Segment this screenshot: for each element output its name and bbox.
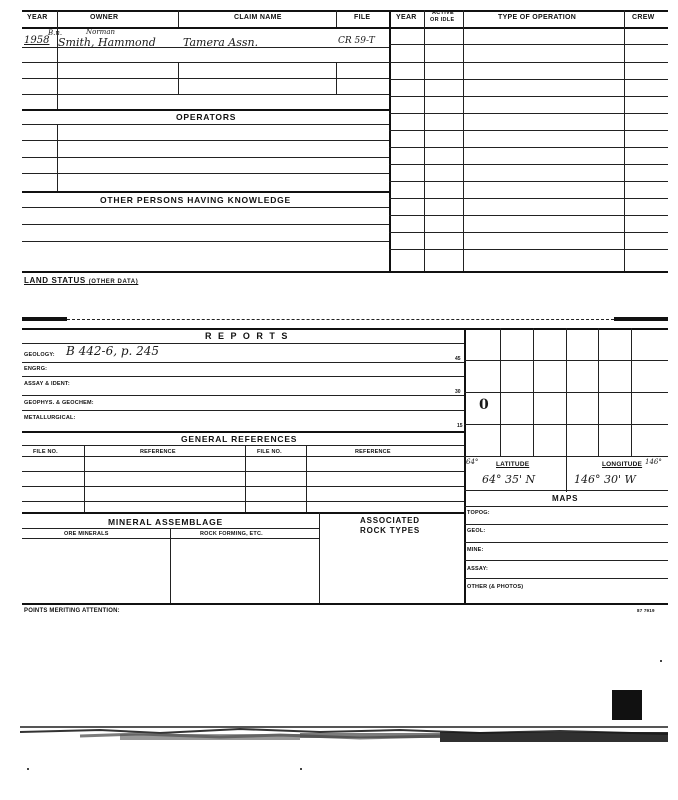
gr-file-no-1: FILE NO. [33,449,58,455]
lon-suffix: 146° [645,458,662,466]
header-year: YEAR [27,14,48,21]
maps-assay: ASSAY: [467,566,489,572]
header-or-idle: OR IDLE [430,17,455,23]
maps-geol: GEOL: [467,528,486,534]
reports-title: R E P O R T S [205,331,290,341]
header-active: ACTIVE [432,10,454,16]
form-code: 87 7919 [637,608,655,613]
land-status-label [24,276,138,285]
operators-title: OPERATORS [176,112,237,122]
associated-rock-types-1: ASSOCIATED [360,516,420,525]
geology-label: GEOLOGY: [24,352,55,358]
general-references-title: GENERAL REFERENCES [181,434,298,444]
scale-30: 30 [455,389,461,395]
points-meriting-attention: POINTS MERITING ATTENTION: [24,608,120,614]
metallurgical-label: METALLURGICAL: [24,415,76,421]
maps-mine: MINE: [467,547,484,553]
longitude-value: 146° 30' W [574,473,636,486]
latitude-label: LATITUDE [496,461,530,468]
land-status-sub: (OTHER DATA) [88,279,139,285]
lat-prefix: 64° [466,458,479,466]
other-persons-title: OTHER PERSONS HAVING KNOWLEDGE [100,195,292,205]
entry-file: CR 59-T [338,36,375,46]
mineral-assemblage-title: MINERAL ASSEMBLAGE [108,517,223,527]
geophys-geochem-label: GEOPHYS. & GEOCHEM: [24,400,94,406]
entry-owner-above: Norman [86,28,116,36]
land-status-text: LAND STATUS [24,276,86,285]
scale-45: 45 [455,356,461,362]
grid-mark: 0 [479,397,489,413]
ore-minerals-label: ORE MINERALS [64,531,109,537]
latitude-value: 64° 35' N [482,473,536,486]
header-owner: OWNER [90,14,119,21]
gr-reference-2: REFERENCE [355,449,391,455]
assay-ident-label: ASSAY & IDENT: [24,381,70,387]
entry-year: 1958 [24,35,50,46]
entry-owner-prefix: B.n. [48,29,63,37]
header-type-of-operation: TYPE OF OPERATION [498,14,577,21]
maps-topog: TOPOG: [467,510,490,516]
header-claim-name: CLAIM NAME [234,14,282,21]
scale-15: 15 [457,423,463,429]
gr-reference-1: REFERENCE [140,449,176,455]
entry-claim-name: Tamera Assn. [183,36,259,49]
associated-rock-types-2: ROCK TYPES [360,526,421,535]
maps-other: OTHER (& PHOTOS) [467,584,524,590]
rock-forming-label: ROCK FORMING, ETC. [200,531,263,537]
entry-owner: Smith, Hammond [58,36,156,49]
gr-file-no-2: FILE NO. [257,449,282,455]
geology-value: B 442-6, p. 245 [66,344,160,358]
header-file: FILE [354,14,371,21]
header-year-right: YEAR [396,14,417,21]
scan-smudge [20,724,670,754]
maps-title: MAPS [552,494,579,503]
engrg-label: ENGRG: [24,366,48,372]
longitude-label: LONGITUDE [602,461,643,468]
header-crew: CREW [632,14,655,21]
